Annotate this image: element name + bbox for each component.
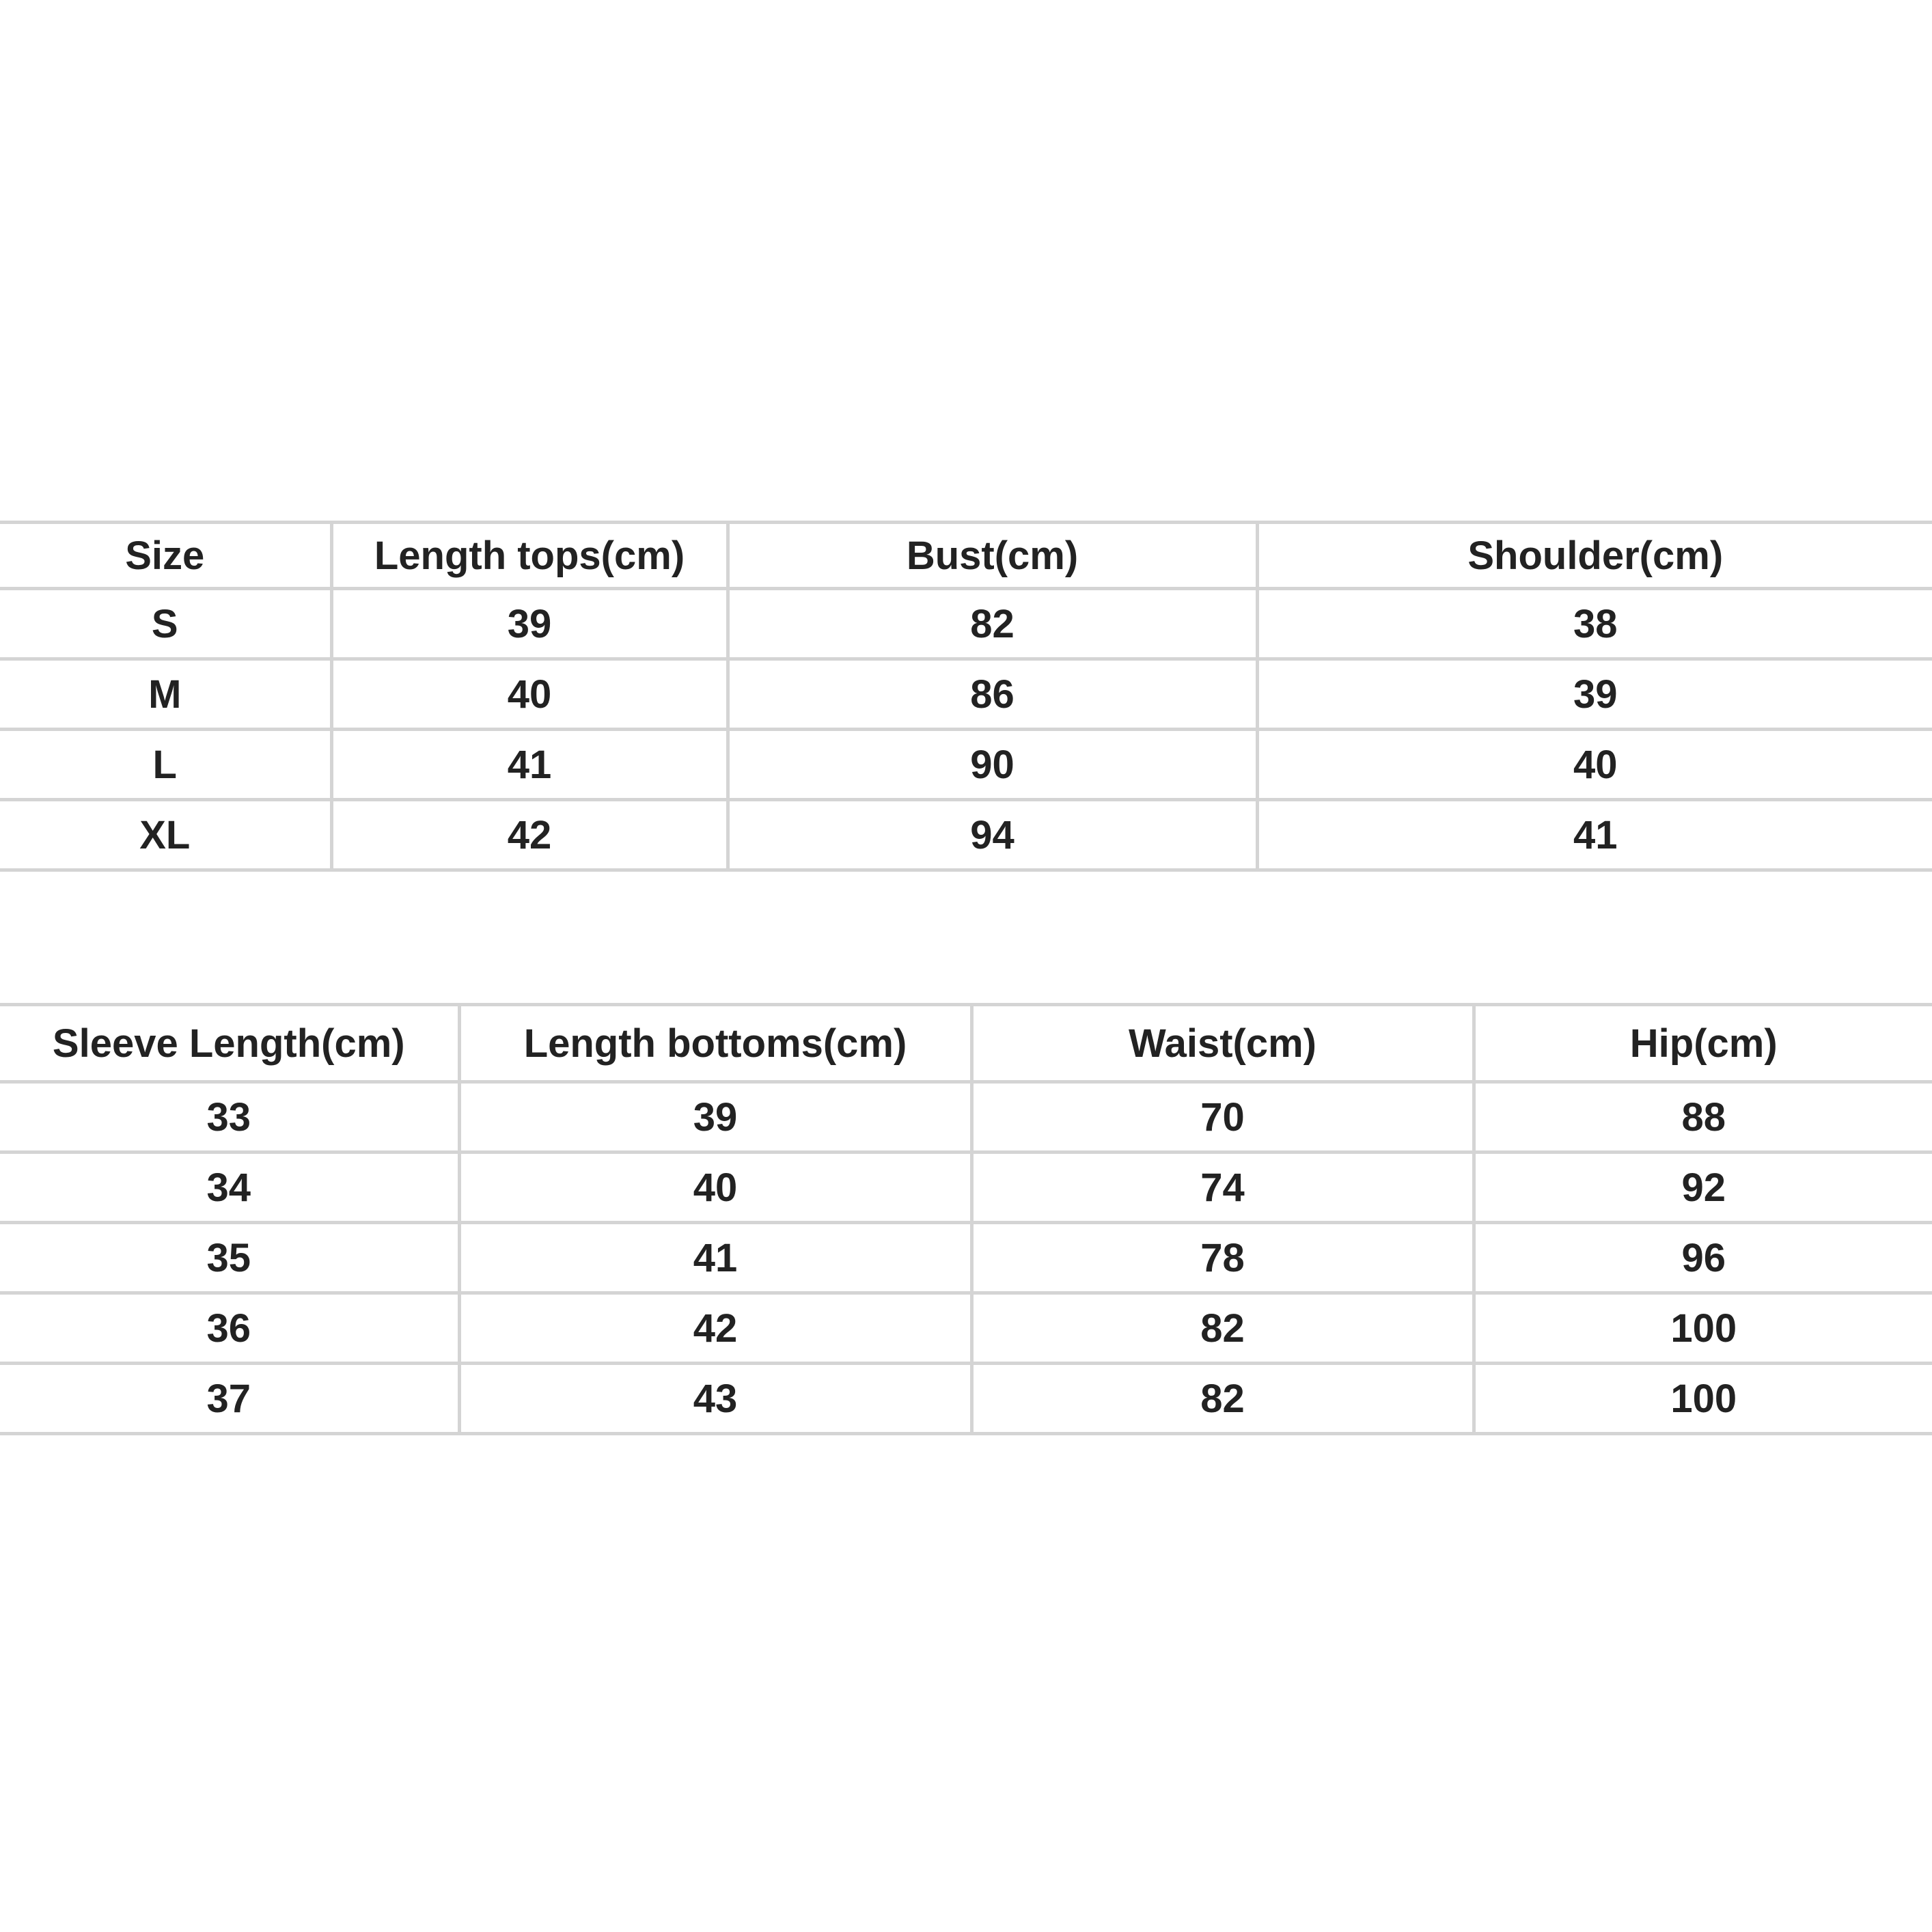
cell-waist: 82 [971,1364,1474,1434]
cell-sleeve-length: 34 [0,1153,459,1223]
cell-sleeve-length: 33 [0,1082,459,1153]
cell-length-tops: 41 [331,730,728,800]
cell-hip: 100 [1474,1364,1932,1434]
cell-hip: 92 [1474,1153,1932,1223]
cell-length-tops: 42 [331,800,728,870]
header-size: Size [0,523,331,589]
cell-length-bottoms: 39 [459,1082,971,1153]
header-bust: Bust(cm) [728,523,1257,589]
cell-hip: 96 [1474,1223,1932,1293]
cell-waist: 70 [971,1082,1474,1153]
header-hip: Hip(cm) [1474,1005,1932,1082]
cell-hip: 100 [1474,1293,1932,1364]
size-chart-tops-table [0,521,1932,872]
cell-shoulder: 41 [1257,800,1932,870]
cell-waist: 82 [971,1293,1474,1364]
table-header-row [0,523,1932,589]
cell-bust: 86 [728,659,1257,730]
cell-bust: 82 [728,589,1257,659]
table-row [0,659,1932,730]
cell-size: M [0,659,331,730]
header-sleeve-length: Sleeve Length(cm) [0,1005,459,1082]
cell-size: XL [0,800,331,870]
table-header-row [0,1005,1932,1082]
cell-waist: 78 [971,1223,1474,1293]
table-row [0,1364,1932,1434]
cell-waist: 74 [971,1153,1474,1223]
cell-shoulder: 39 [1257,659,1932,730]
table-row [0,1223,1932,1293]
table-row [0,1153,1932,1223]
cell-length-tops: 40 [331,659,728,730]
table-row [0,1293,1932,1364]
cell-bust: 94 [728,800,1257,870]
header-waist: Waist(cm) [971,1005,1474,1082]
header-shoulder: Shoulder(cm) [1257,523,1932,589]
cell-length-bottoms: 43 [459,1364,971,1434]
cell-sleeve-length: 37 [0,1364,459,1434]
cell-size: S [0,589,331,659]
cell-sleeve-length: 36 [0,1293,459,1364]
cell-shoulder: 38 [1257,589,1932,659]
cell-bust: 90 [728,730,1257,800]
cell-length-bottoms: 41 [459,1223,971,1293]
table-row [0,1082,1932,1153]
table-row [0,800,1932,870]
size-chart-bottoms-table [0,1003,1932,1435]
cell-length-bottoms: 42 [459,1293,971,1364]
header-length-tops: Length tops(cm) [331,523,728,589]
cell-size: L [0,730,331,800]
cell-hip: 88 [1474,1082,1932,1153]
header-length-bottoms: Length bottoms(cm) [459,1005,971,1082]
cell-sleeve-length: 35 [0,1223,459,1293]
cell-shoulder: 40 [1257,730,1932,800]
cell-length-bottoms: 40 [459,1153,971,1223]
table-row [0,730,1932,800]
table-row [0,589,1932,659]
cell-length-tops: 39 [331,589,728,659]
